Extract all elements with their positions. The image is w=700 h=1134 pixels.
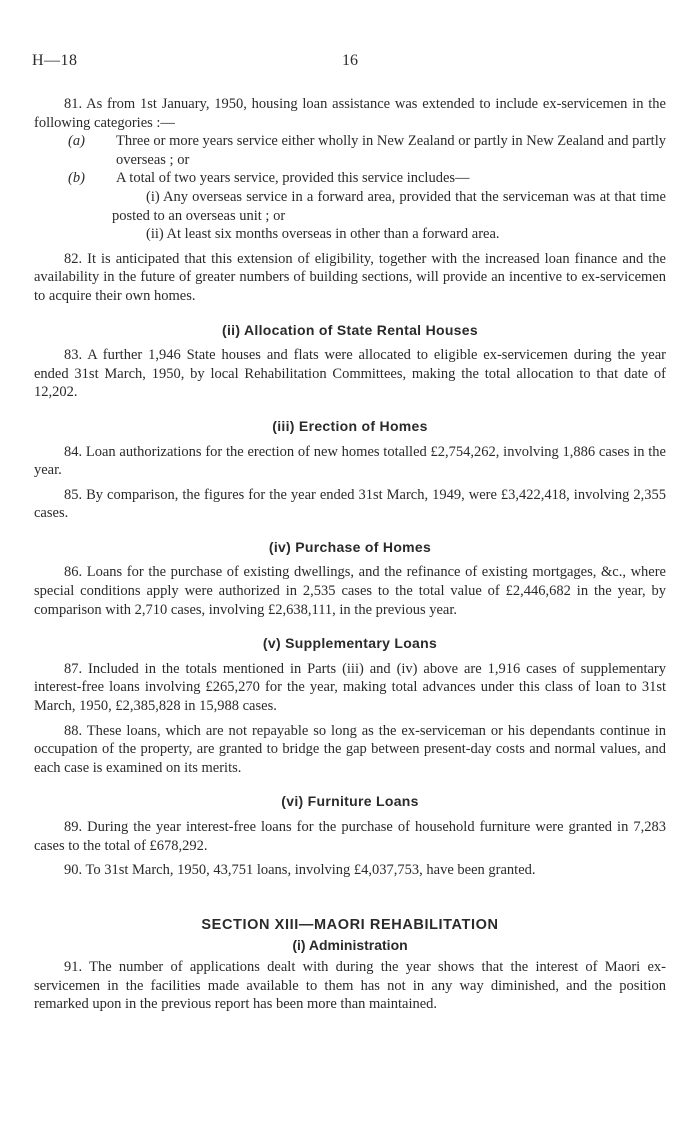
category-a-text: Three or more years service either wholly in New Zealand or partly in New Zealand and partly overseas ; or (116, 133, 666, 168)
category-b-text: A total of two years service, provided this service includes— (116, 170, 470, 187)
heading-rental-houses: (ii) Allocation of State Rental Houses (222, 321, 478, 338)
heading-furniture-loans: (vi) Furniture Loans (281, 793, 419, 810)
paragraph-85: 85. By comparison, the figures for the year ended 31st March, 1949, were £3,422,418, involving 2,355 cases. (34, 486, 666, 522)
paragraph-84: 84. Loan authorizations for the erection of new homes totalled £2,754,262, involving 1,886 cases in the year. (34, 443, 666, 479)
category-b-marker: (b) (68, 170, 85, 187)
paragraph-91: 91. The number of applications dealt with during the year shows that the interest of Maori ex-servicemen in the facilities made available to them has not in any way diminished, and the position remarked upon in the previous report has been more than maintained. (34, 958, 666, 1013)
paragraph-87: 87. Included in the totals mentioned in Parts (iii) and (iv) above are 1,916 cases of supplementary interest-free loans involving £265,270 for the year, making total advances under this class of loan to 31st March, 1950, £2,385,828 in 15,988 cases. (34, 660, 666, 715)
category-a-marker: (a) (68, 133, 85, 150)
paragraph-89: 89. During the year interest-free loans for the purchase of household furniture were granted in 7,283 cases to the total of £678,292. (34, 819, 666, 854)
category-a (34, 132, 666, 169)
paragraph-81: 81. As from 1st January, 1950, housing loan assistance was extended to include ex-servicemen in the following categories :— (34, 96, 666, 131)
sub-item-i: (i) Any overseas service in a forward area, provided that the serviceman was at that time posted to an overseas unit ; or (112, 188, 666, 224)
paragraph-82: 82. It is anticipated that this extension of eligibility, together with the increased loan finance and the availability in the future of greater numbers of building sections, will provide an incentive to ex-servicemen to acquire their own homes. (34, 250, 666, 304)
paragraph-88: 88. These loans, which are not repayable so long as the ex-serviceman or his dependants continue in occupation of the property, are granted to bridge the gap between present-day costs and normal values, and each case is examined on its merits. (34, 722, 666, 776)
sub-item-ii: (ii) At least six months overseas in other than a forward area. (146, 226, 500, 243)
paragraph-83: 83. A further 1,946 State houses and flats were allocated to eligible ex-servicemen during the year ended 31st March, 1950, by local Rehabilitation Committees, making the total allocation to that date of 12,202. (34, 347, 666, 401)
section-heading-maori-rehabilitation: SECTION XIII—MAORI REHABILITATION (201, 916, 499, 933)
page-number: 16 (342, 52, 358, 69)
category-b (34, 169, 666, 188)
paragraph-90: 90. To 31st March, 1950, 43,751 loans, involving £4,037,753, have been granted. (64, 862, 536, 879)
heading-administration: (i) Administration (292, 937, 408, 954)
heading-erection-of-homes: (iii) Erection of Homes (272, 417, 428, 434)
paragraph-86: 86. Loans for the purchase of existing dwellings, and the refinance of existing mortgages, &c., where special conditions apply were authorized in 2,535 cases to the total value of £2,446,682 in the year, by comparison with 2,710 cases, involving £2,638,111, in the previous year. (34, 564, 666, 618)
heading-purchase-of-homes: (iv) Purchase of Homes (268, 538, 432, 555)
document-reference: H—18 (32, 52, 78, 69)
document-body (34, 95, 666, 1014)
heading-supplementary-loans: (v) Supplementary Loans (262, 635, 438, 652)
